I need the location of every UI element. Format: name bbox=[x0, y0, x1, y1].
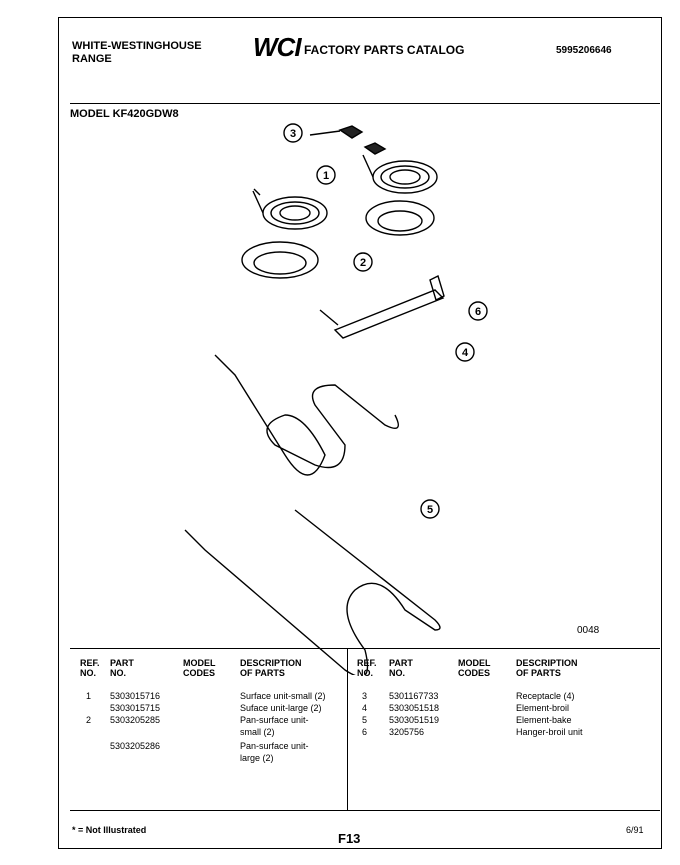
header-model-right: MODEL CODES bbox=[458, 658, 491, 678]
callout-5 bbox=[421, 500, 439, 518]
table-divider bbox=[347, 648, 348, 810]
catalog-number: 5995206646 bbox=[556, 45, 612, 56]
surface-unit-small bbox=[253, 189, 327, 229]
callout-6 bbox=[469, 302, 487, 320]
table-row-part: 5303205286 bbox=[110, 741, 161, 751]
header-ref-right: REF. NO. bbox=[357, 658, 377, 678]
callout-3 bbox=[284, 124, 302, 142]
table-row-part: 5303015716 bbox=[110, 691, 161, 701]
table-row-desc: large (2) bbox=[240, 753, 274, 763]
table-row-desc: Element-bake bbox=[516, 715, 572, 725]
table-row-desc: Receptacle (4) bbox=[516, 691, 575, 701]
svg-text:4: 4 bbox=[461, 347, 469, 359]
brand-line-2: RANGE bbox=[72, 53, 112, 65]
table-bottom-rule bbox=[70, 810, 660, 811]
callout-4 bbox=[456, 343, 474, 361]
header-part: PART NO. bbox=[110, 658, 134, 678]
header-desc: DESCRIPTION OF PARTS bbox=[240, 658, 302, 678]
table-row-desc: Pan-surface unit- bbox=[240, 741, 309, 751]
surface-unit-large bbox=[363, 155, 437, 193]
table-row-ref: 5 bbox=[362, 715, 368, 725]
table-row-desc: Surface unit-small (2) bbox=[240, 691, 326, 701]
header-model: MODEL CODES bbox=[183, 658, 216, 678]
broil-element bbox=[215, 355, 398, 475]
diagram-code: 0048 bbox=[577, 625, 600, 636]
table-row-part: 3205756 bbox=[389, 727, 425, 737]
table-row-desc: Pan-surface unit- bbox=[240, 715, 309, 725]
table-row-ref: 3 bbox=[362, 691, 368, 701]
table-row-desc: Suface unit-large (2) bbox=[240, 703, 322, 713]
table-row-desc: small (2) bbox=[240, 727, 275, 737]
callout-2 bbox=[354, 253, 372, 271]
pan-surface-large bbox=[366, 201, 434, 235]
table-row-ref: 4 bbox=[362, 703, 368, 713]
table-row-desc: Element-broil bbox=[516, 703, 570, 713]
svg-text:1: 1 bbox=[322, 170, 330, 182]
page-number: F13 bbox=[338, 831, 361, 846]
table-row-ref: 6 bbox=[362, 727, 368, 737]
bake-element bbox=[185, 510, 440, 675]
table-row-part: 5303205285 bbox=[110, 715, 161, 725]
header-desc-right: DESCRIPTION OF PARTS bbox=[516, 658, 578, 678]
table-row-part: 5303015715 bbox=[110, 703, 161, 713]
table-row-ref: 1 bbox=[86, 691, 92, 701]
table-row-part: 5303051519 bbox=[389, 715, 440, 725]
svg-text:6: 6 bbox=[474, 306, 482, 318]
table-row-part: 5301167733 bbox=[389, 691, 439, 701]
header-part-right: PART NO. bbox=[389, 658, 413, 678]
footnote: * = Not Illustrated bbox=[72, 825, 147, 835]
table-row-part: 5303051518 bbox=[389, 703, 440, 713]
wci-logo: WCI bbox=[253, 32, 301, 62]
catalog-title: FACTORY PARTS CATALOG bbox=[304, 43, 465, 57]
hanger-broil-part bbox=[320, 276, 444, 338]
callout-1 bbox=[317, 166, 335, 184]
svg-text:2: 2 bbox=[359, 257, 367, 269]
model-label: MODEL KF420GDW8 bbox=[70, 108, 179, 120]
table-row-desc: Hanger-broil unit bbox=[516, 727, 583, 737]
receptacle-part bbox=[310, 126, 385, 154]
table-row-ref: 2 bbox=[86, 715, 92, 725]
header-ref: REF. NO. bbox=[80, 658, 100, 678]
pan-surface-small bbox=[242, 242, 318, 278]
table-top-rule bbox=[70, 648, 660, 649]
svg-text:3: 3 bbox=[289, 128, 297, 140]
header-rule bbox=[70, 103, 660, 104]
revision-date: 6/91 bbox=[626, 825, 644, 835]
brand-line-1: WHITE-WESTINGHOUSE bbox=[72, 40, 202, 52]
exploded-parts-diagram bbox=[160, 115, 540, 675]
svg-text:5: 5 bbox=[426, 504, 434, 516]
